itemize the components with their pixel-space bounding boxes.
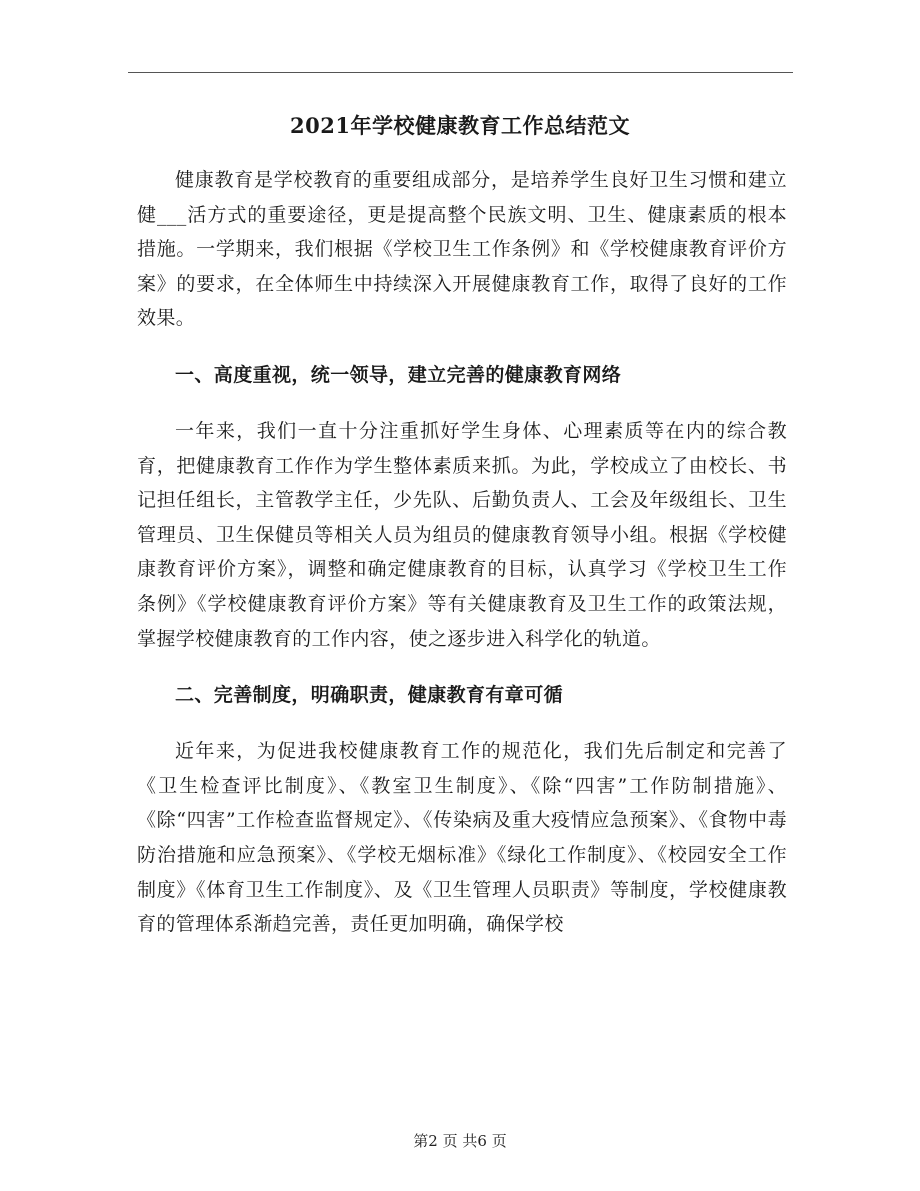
header-rule <box>128 72 793 73</box>
document-title: 2021年学校健康教育工作总结范文 <box>290 113 630 138</box>
document-body <box>137 163 787 942</box>
section-1-paragraph: 一年来，我们一直十分注重抓好学生身体、心理素质等在内的综合教育，把健康教育工作作为学生整体素质来抓。为此，学校成立了由校长、书记担任组长，主管教学主任，少先队、后勤负责人、工会及年级组长、卫生管理员、卫生保健员等相关人员为组员的健康教育领导小组。根据《学校健康教育评价方案》，调整和确定健康教育的目标，认真学习《学校卫生工作条例》《学校健康教育评价方案》等有关健康教育及卫生工作的政策法规，掌握学校健康教育的工作内容，使之逐步进入科学化的轨道。 <box>137 419 787 650</box>
section-2-paragraph: 近年来，为促进我校健康教育工作的规范化，我们先后制定和完善了《卫生检查评比制度》、《教室卫生制度》、《除“四害”工作防制措施》、《除“四害”工作检查监督规定》、《传染病及重大疫情应急预案》、《食物中毒防治措施和应急预案》、《学校无烟标准》《绿化工作制度》、《校园安全工作制度》《体育卫生工作制度》、及《卫生管理人员职责》等制度，学校健康教育的管理体系渐趋完善，责任更加明确，确保学校 <box>137 740 787 936</box>
intro-paragraph: 健康教育是学校教育的重要组成部分，是培养学生良好卫生习惯和建立健___活方式的重要途径，更是提高整个民族文明、卫生、健康素质的根本措施。一学期来，我们根据《学校卫生工作条例》和《学校健康教育评价方案》的要求，在全体师生中持续深入开展健康教育工作，取得了良好的工作效果。 <box>137 169 787 330</box>
section-2-heading: 二、完善制度，明确职责，健康教育有章可循 <box>175 684 564 707</box>
page-indicator: 第2 页 共6 页 <box>413 1132 507 1150</box>
section-1-heading: 一、高度重视，统一领导，建立完善的健康教育网络 <box>175 363 622 386</box>
